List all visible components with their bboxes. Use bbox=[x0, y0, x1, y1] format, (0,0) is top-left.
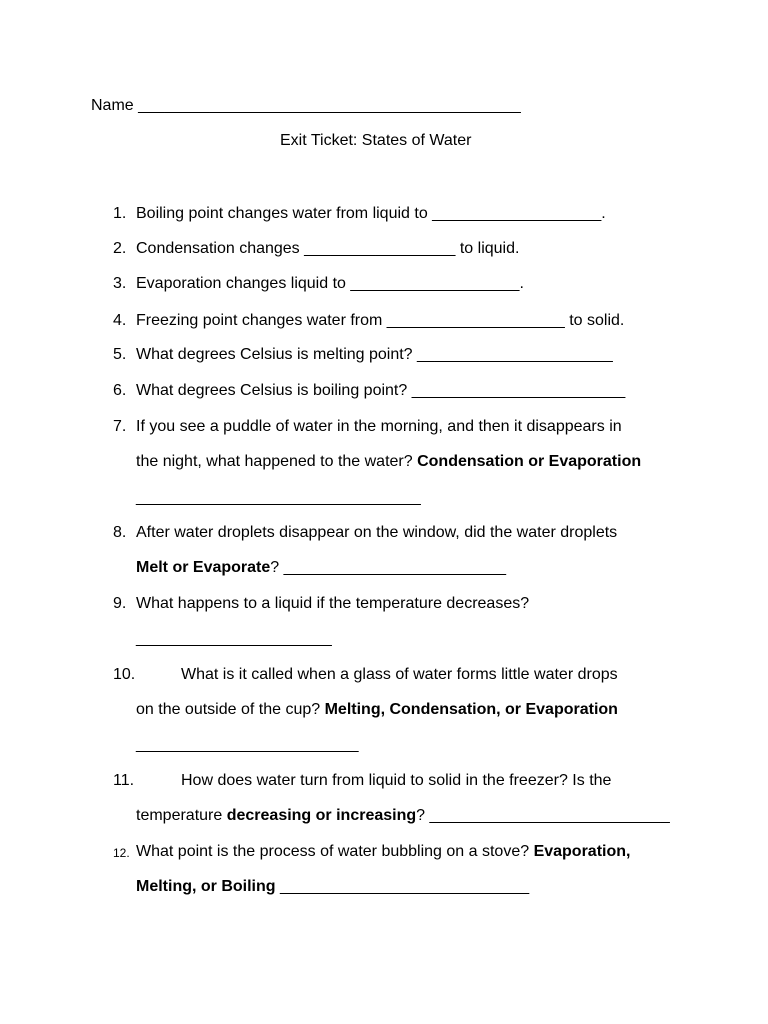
question-text: What happens to a liquid if the temperature decreases? bbox=[136, 595, 530, 612]
question-number: 2. bbox=[113, 240, 127, 257]
question-text: How does water turn from liquid to solid in the freezer? Is the bbox=[181, 772, 612, 789]
question-number: 11. bbox=[113, 772, 135, 789]
question-text bbox=[136, 452, 641, 472]
answer-line: ________________________________ bbox=[136, 489, 421, 506]
answer-line: _________________________ bbox=[136, 736, 359, 753]
question-text: Evaporation changes liquid to ___________________. bbox=[136, 275, 524, 292]
question-text-part: What point is the process of water bubbling on a stove? bbox=[136, 843, 534, 860]
question-text bbox=[136, 700, 618, 720]
answer-options: decreasing or increasing bbox=[226, 807, 417, 824]
question-number: 3. bbox=[113, 275, 127, 292]
question-number: 1. bbox=[113, 205, 127, 222]
answer-options: Melting, or Boiling bbox=[136, 878, 276, 895]
question-text: If you see a puddle of water in the morning, and then it disappears in bbox=[136, 418, 622, 435]
answer-line: ? _________________________ bbox=[270, 559, 507, 576]
question-number: 7. bbox=[113, 418, 127, 435]
answer-options: Condensation or Evaporation bbox=[417, 453, 642, 470]
question-text bbox=[136, 877, 529, 897]
question-number: 9. bbox=[113, 595, 127, 612]
question-text: What degrees Celsius is boiling point? ________________________ bbox=[136, 382, 626, 399]
answer-options: Melting, Condensation, or Evaporation bbox=[324, 701, 618, 718]
question-number: 6. bbox=[113, 382, 127, 399]
question-text: Freezing point changes water from ____________________ to solid. bbox=[136, 312, 625, 329]
answer-options: Evaporation, bbox=[533, 843, 631, 860]
question-text-part: the night, what happened to the water? bbox=[136, 453, 418, 470]
question-text: After water droplets disappear on the window, did the water droplets bbox=[136, 524, 618, 541]
answer-line: ? ___________________________ bbox=[416, 807, 670, 824]
answer-line: ______________________ bbox=[136, 630, 332, 647]
answer-line: ____________________________ bbox=[275, 878, 530, 895]
question-text: What is it called when a glass of water forms little water drops bbox=[181, 666, 618, 683]
question-text bbox=[136, 842, 630, 862]
question-number: 4. bbox=[113, 312, 127, 329]
question-number: 10. bbox=[113, 666, 136, 683]
question-text-part: on the outside of the cup? bbox=[136, 701, 325, 718]
page-title: Exit Ticket: States of Water bbox=[280, 132, 472, 149]
question-number: 5. bbox=[113, 346, 127, 363]
question-text: Condensation changes _________________ to liquid. bbox=[136, 240, 520, 257]
name-line: Name ___________________________________________ bbox=[91, 97, 521, 114]
question-text-part: temperature bbox=[136, 807, 227, 824]
question-number: 12. bbox=[113, 846, 130, 860]
question-number: 8. bbox=[113, 524, 127, 541]
question-text bbox=[136, 806, 670, 826]
answer-options: Melt or Evaporate bbox=[136, 559, 271, 576]
question-text bbox=[136, 558, 506, 578]
question-text: What degrees Celsius is melting point? ______________________ bbox=[136, 346, 613, 363]
question-text: Boiling point changes water from liquid to ___________________. bbox=[136, 205, 606, 222]
